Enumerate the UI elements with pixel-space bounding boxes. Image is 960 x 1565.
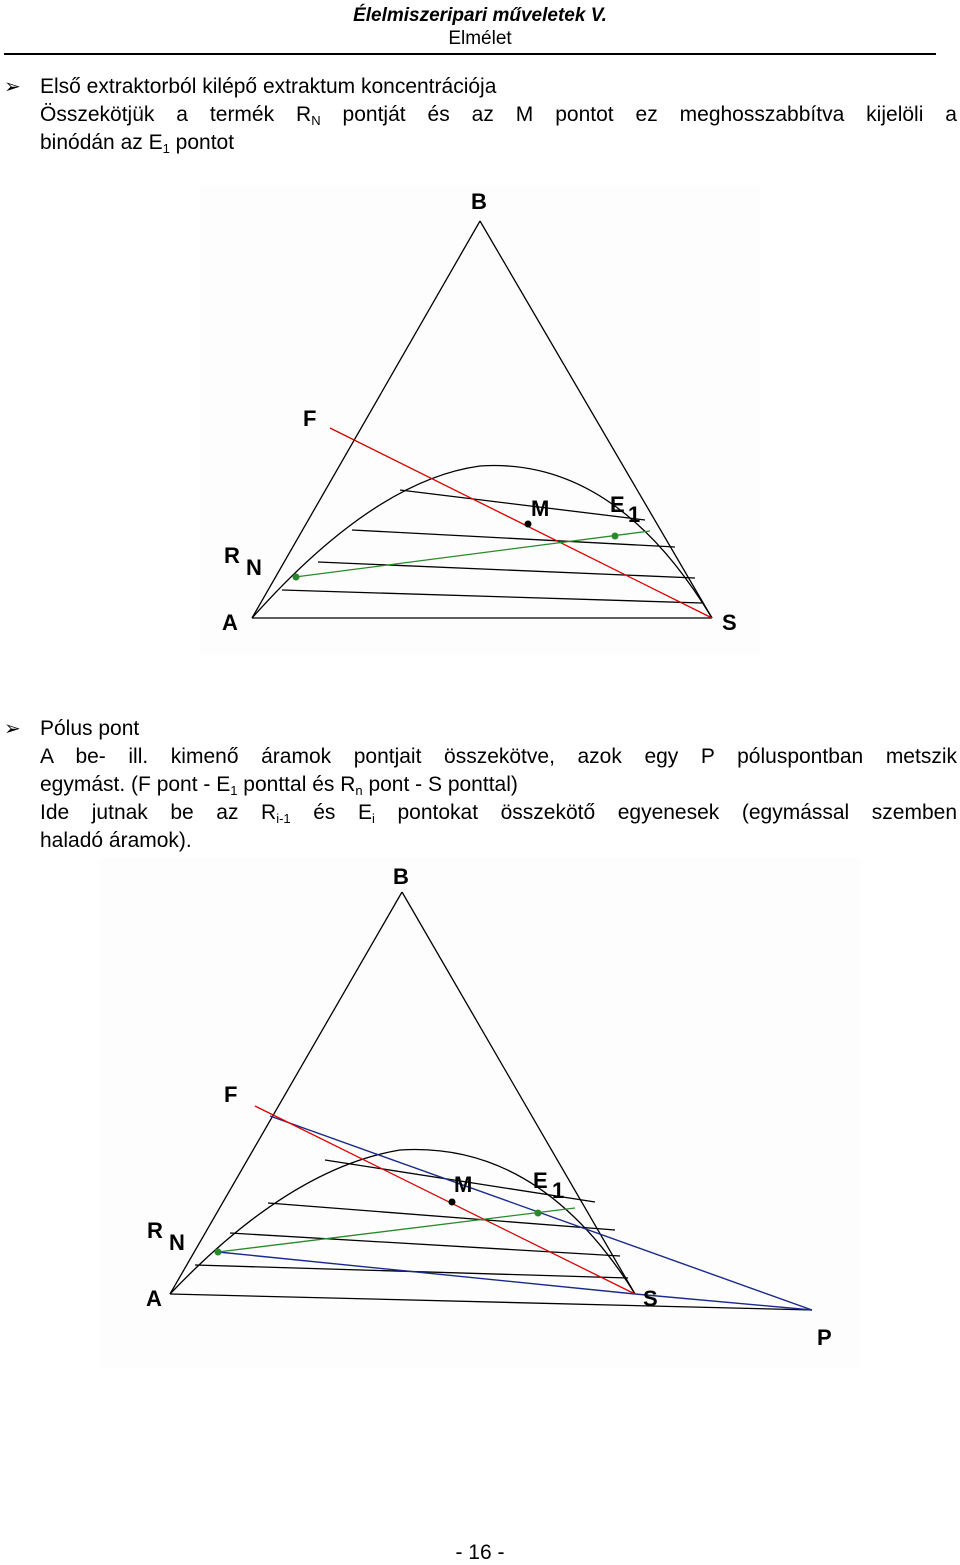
bullet-arrow-icon: ➢ <box>4 76 21 98</box>
section1-title: Első extraktorból kilépő extraktum koncentrációja <box>40 75 497 98</box>
point-e1 <box>612 533 619 540</box>
label-s: S <box>722 610 737 635</box>
label-b: B <box>471 189 487 214</box>
section2-text <box>40 715 957 855</box>
label-f: F <box>224 1082 238 1107</box>
label-m: M <box>454 1172 473 1197</box>
label-r-sub: N <box>169 1230 185 1255</box>
page-number: - 16 - <box>455 1541 505 1564</box>
point-m <box>449 1199 456 1206</box>
label-a: A <box>146 1286 162 1311</box>
section2-line2: A be- ill. kimenő áramok pontjait összekötve, azok egy P póluspontban metszik <box>40 745 957 768</box>
label-e: E <box>610 492 625 517</box>
section1-line2: Összekötjük a termék $R_N$ pontját és az M pontot ez meghosszabbítva kijelöli a <box>40 103 957 128</box>
figure-2-pole-diagram <box>100 858 860 1373</box>
label-f: F <box>303 406 317 431</box>
point-m <box>525 521 532 528</box>
header-title: Élelmiszeripari műveletek V. <box>353 5 607 26</box>
label-r: R <box>224 543 240 568</box>
section2-line4: Ide jutnak be az $R_{i-1}$ és $E_i$ pontokat összekötő egyenesek (egymással szemben <box>40 801 957 826</box>
figure-1-triangle-diagram <box>200 185 760 660</box>
label-r: R <box>147 1218 163 1243</box>
label-m: M <box>531 496 550 521</box>
section2-line3: egymást. (F pont - $E_1$ ponttal és $R_n$ pont - S ponttal) <box>40 773 518 798</box>
label-a: A <box>222 610 238 635</box>
section1-text <box>40 73 957 157</box>
header-subtitle: Elmélet <box>448 28 512 49</box>
label-e: E <box>533 1168 548 1193</box>
bullet-arrow-icon: ➢ <box>4 718 21 740</box>
section2-title: Pólus pont <box>40 717 140 740</box>
section1-line3: binódán az $E_1$ pontot <box>40 131 235 156</box>
label-e-sub: 1 <box>552 1178 565 1203</box>
point-rn <box>215 1249 222 1256</box>
point-e1 <box>535 1210 542 1217</box>
label-b: B <box>393 864 409 889</box>
section2-line5: haladó áramok). <box>40 829 192 852</box>
label-s: S <box>643 1286 658 1311</box>
header-rule <box>4 53 936 55</box>
label-e-sub: 1 <box>628 502 641 527</box>
label-r-sub: N <box>246 555 262 580</box>
page-header <box>0 4 960 50</box>
point-rn <box>293 574 300 581</box>
label-p: P <box>817 1325 832 1350</box>
